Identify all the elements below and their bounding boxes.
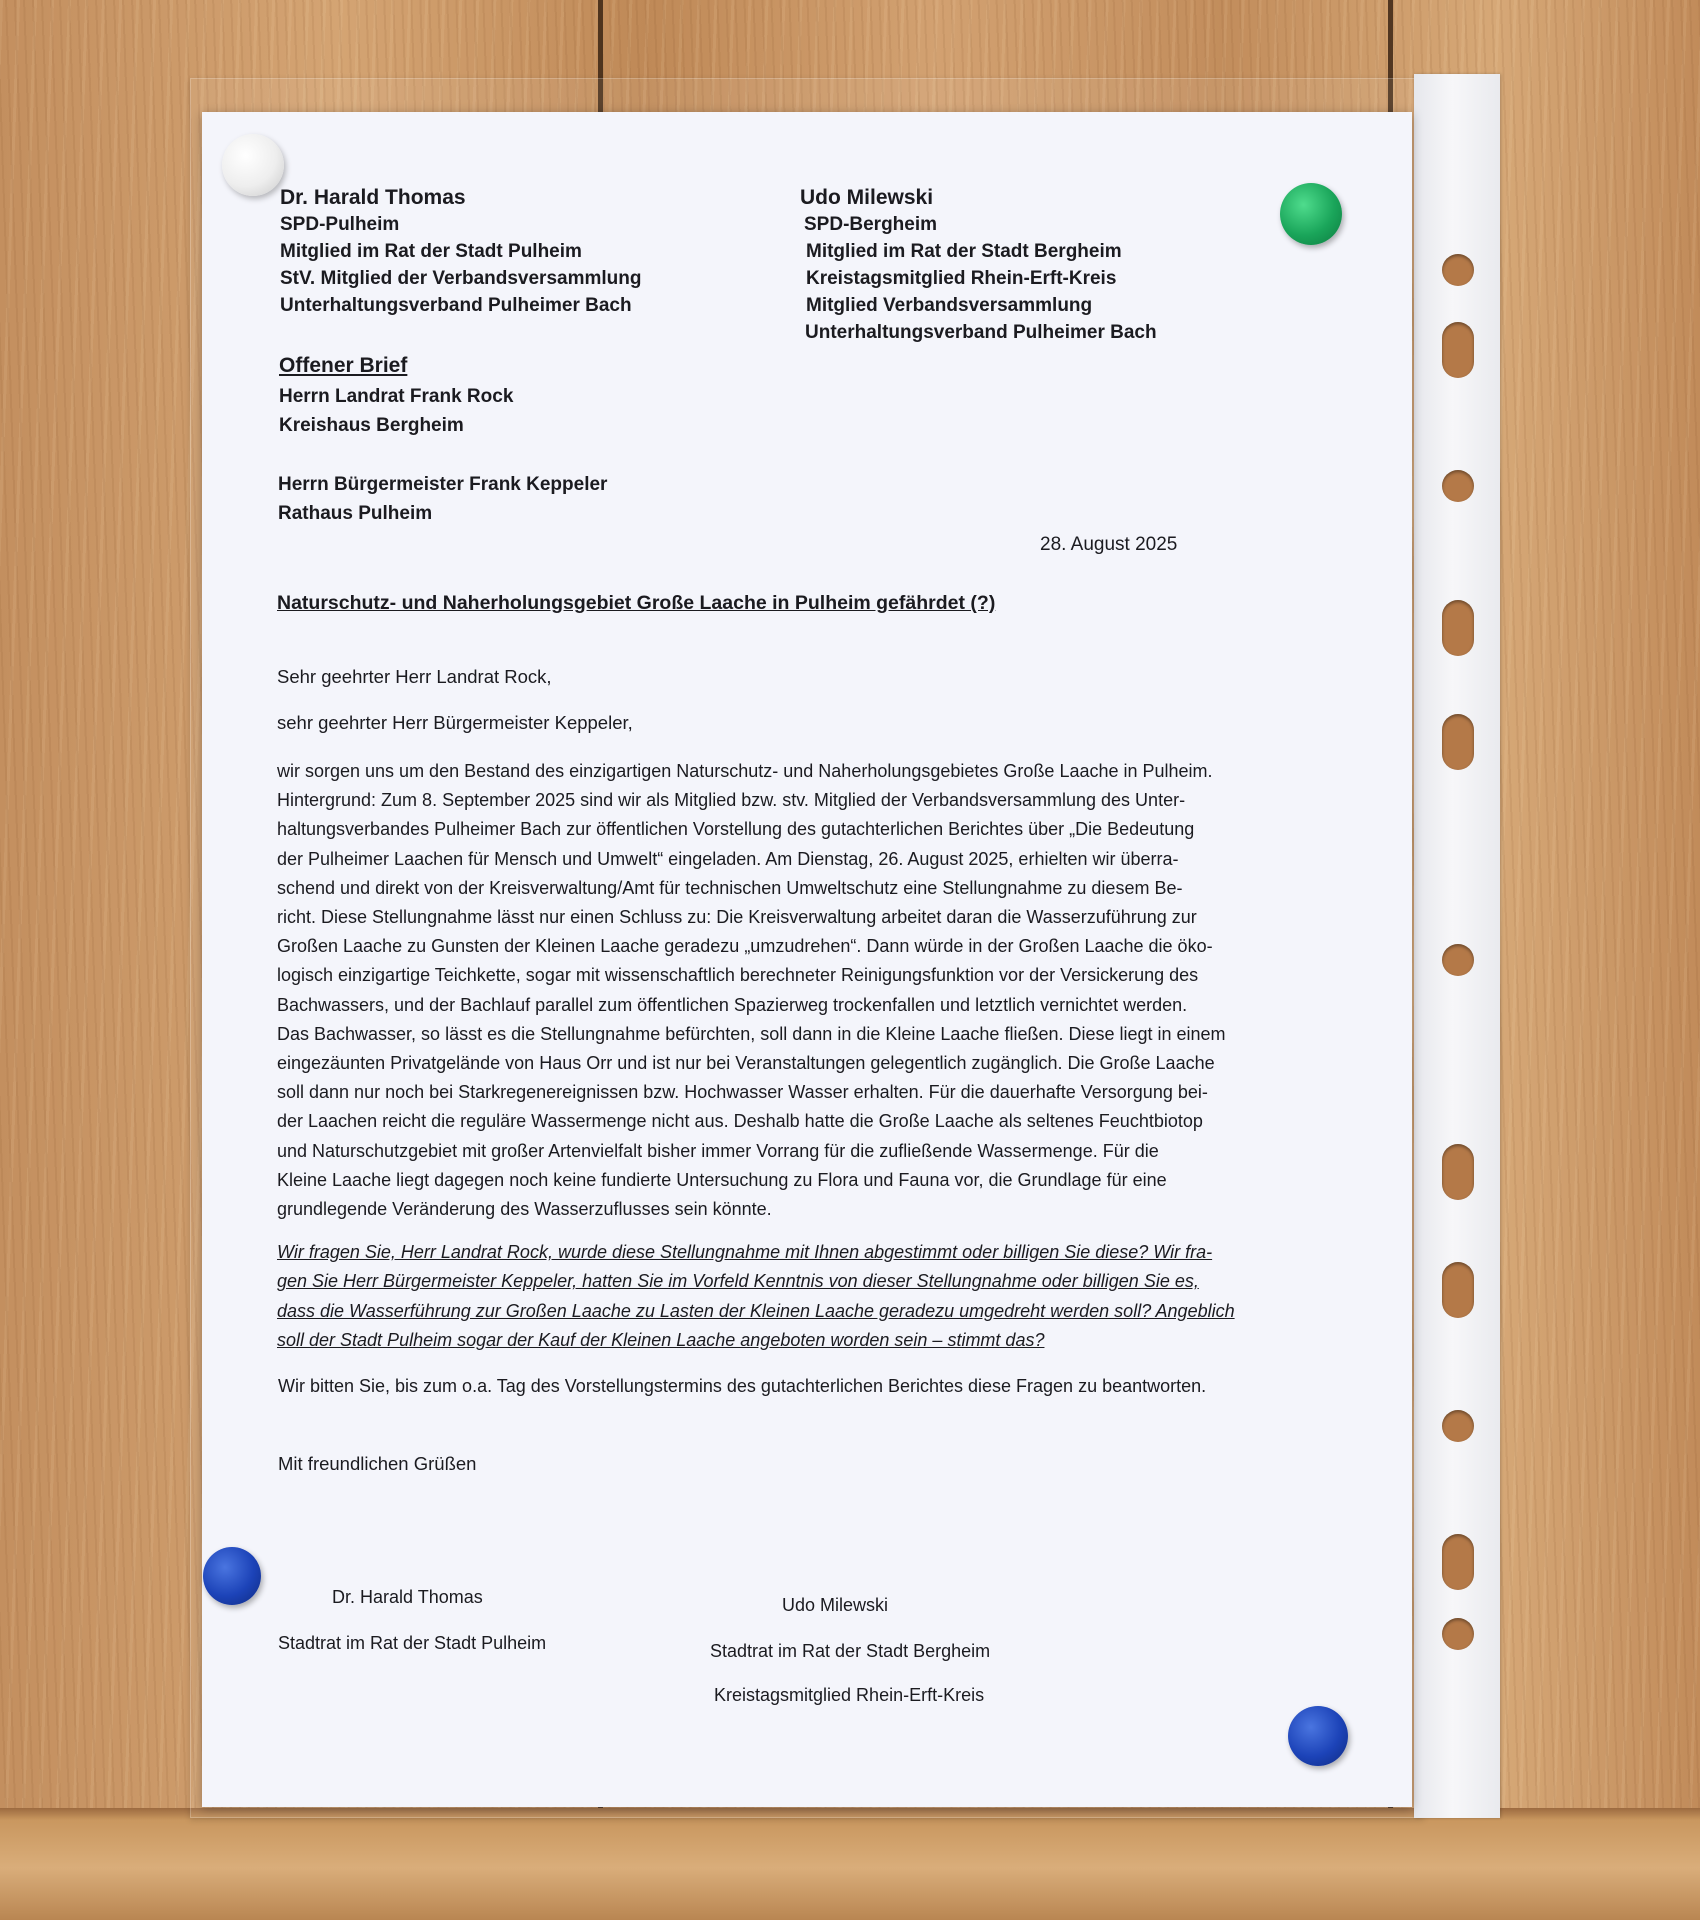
punch-hole	[1442, 322, 1474, 378]
body-line: grundlegende Veränderung des Wasserzuflusses sein könnte.	[277, 1199, 772, 1220]
sender-right-line: Mitglied Verbandsversammlung	[806, 295, 1093, 316]
sender-right-line: Kreistagsmitglied Rhein-Erft-Kreis	[806, 268, 1117, 289]
sender-left-line: Unterhaltungsverband Pulheimer Bach	[280, 295, 632, 316]
blue-push-pin	[1288, 1706, 1348, 1766]
punch-hole	[1442, 254, 1474, 286]
letter-body	[277, 757, 1226, 1224]
body-line: und Naturschutzgebiet mit großer Artenvielfalt bisher immer Vorrang für die zufließende Wassermenge. Für die	[277, 1140, 1159, 1161]
signature-left-name: Dr. Harald Thomas	[332, 1587, 483, 1607]
letter-closing: Mit freundlichen Grüßen	[278, 1453, 477, 1474]
body-line: soll dann nur noch bei Starkregenereignissen bzw. Hochwasser Wasser erhalten. Für die dauerhafte Versorgung bei-	[277, 1082, 1208, 1103]
letter-subject: Naturschutz- und Naherholungsgebiet Große Laache in Pulheim gefährdet (?)	[277, 592, 996, 614]
body-line: wir sorgen uns um den Bestand des einzigartigen Naturschutz- und Naherholungsgebietes Große Laache in Pulheim.	[277, 761, 1213, 781]
sender-right-line: SPD-Bergheim	[804, 214, 938, 235]
letter-type: Offener Brief	[279, 354, 408, 377]
sender-right-name: Udo Milewski	[800, 186, 934, 209]
punch-hole	[1442, 600, 1474, 656]
letter-questions	[277, 1238, 1235, 1356]
question-line: Wir fragen Sie, Herr Landrat Rock, wurde diese Stellungnahme mit Ihnen abgestimmt oder billigen Sie diese? Wir fra-	[277, 1242, 1213, 1262]
blue-push-pin	[203, 1547, 261, 1605]
body-line: logisch einzigartige Teichkette, sogar mit wissenschaftlich berechneter Reinigungsfunktion vor der Versickerung des	[277, 965, 1199, 986]
punch-hole	[1442, 1144, 1474, 1200]
body-line: eingezäunten Privatgelände von Haus Orr und ist nur bei Veranstaltungen gelegentlich zugänglich. Die Große Laache	[277, 1053, 1215, 1074]
body-line: Großen Laache zu Gunsten der Kleinen Laache geradezu „umzudrehen“. Dann würde in der Großen Laache die öko-	[277, 936, 1213, 957]
body-line: der Pulheimer Laachen für Mensch und Umwelt“ eingeladen. Am Dienstag, 26. August 2025, erhielten wir überra-	[277, 848, 1179, 869]
punch-hole	[1442, 714, 1474, 770]
body-line: richt. Diese Stellungnahme lässt nur einen Schluss zu: Die Kreisverwaltung arbeitet daran die Wasserzuführung zur	[277, 907, 1197, 928]
body-line: Hintergrund: Zum 8. September 2025 sind wir als Mitglied bzw. stv. Mitglied der Verbandsversammlung des Unter-	[277, 790, 1186, 811]
sender-left-line: SPD-Pulheim	[280, 214, 400, 235]
recipient-1	[279, 382, 513, 440]
salutation-2: sehr geehrter Herr Bürgermeister Keppeler,	[277, 712, 633, 733]
question-line: soll der Stadt Pulheim sogar der Kauf der Kleinen Laache angeboten worden sein – stimmt das?	[277, 1330, 1045, 1351]
body-line: haltungsverbandes Pulheimer Bach zur öffentlichen Vorstellung des gutachterlichen Berichtes über „Die Bedeutung	[277, 819, 1195, 840]
sender-left-line: Mitglied im Rat der Stadt Pulheim	[280, 241, 582, 262]
punch-hole	[1442, 1410, 1474, 1442]
sender-left	[280, 184, 641, 319]
question-line: dass die Wasserführung zur Großen Laache zu Lasten der Kleinen Laache geradezu umgedreht werden soll? Angeblich	[277, 1300, 1235, 1321]
salutation-1: Sehr geehrter Herr Landrat Rock,	[277, 666, 552, 687]
body-line: Kleine Laache liegt dagegen noch keine fundierte Untersuchung zu Flora und Fauna vor, die Grundlage für eine	[277, 1169, 1167, 1190]
signature-right-title-2: Kreistagsmitglied Rhein-Erft-Kreis	[714, 1685, 985, 1705]
recipient-2	[278, 470, 607, 528]
recipient-1-line: Herrn Landrat Frank Rock	[279, 386, 514, 407]
recipient-2-line: Herrn Bürgermeister Frank Keppeler	[278, 474, 608, 495]
board-bottom-rail	[0, 1808, 1700, 1920]
sender-right	[800, 184, 1157, 346]
sleeve-punch-strip	[1414, 74, 1500, 1818]
punch-hole	[1442, 1262, 1474, 1318]
green-push-pin	[1280, 183, 1342, 245]
body-line: Bachwassers, und der Bachlauf parallel zum öffentlichen Spazierweg trockenfallen und letztlich vernichtet werden.	[277, 994, 1188, 1015]
punch-hole	[1442, 470, 1474, 502]
sender-right-line: Unterhaltungsverband Pulheimer Bach	[805, 322, 1157, 343]
signature-left-title: Stadtrat im Rat der Stadt Pulheim	[278, 1633, 547, 1653]
question-line: gen Sie Herr Bürgermeister Keppeler, hatten Sie im Vorfeld Kenntnis von dieser Stellungnahme oder billigen Sie es,	[277, 1271, 1199, 1292]
recipient-1-line: Kreishaus Bergheim	[279, 415, 464, 436]
sender-left-name: Dr. Harald Thomas	[280, 186, 466, 209]
sender-right-line: Mitglied im Rat der Stadt Bergheim	[806, 241, 1122, 262]
punch-hole	[1442, 944, 1474, 976]
body-line: schend und direkt von der Kreisverwaltung/Amt für technischen Umweltschutz eine Stellungnahme zu diesem Be-	[277, 877, 1183, 898]
letter-date: 28. August 2025	[1040, 534, 1178, 555]
body-line: der Laachen reicht die reguläre Wassermenge nicht aus. Deshalb hatte die Große Laache als seltenes Feuchtbiotop	[277, 1111, 1203, 1132]
signature-right-title: Stadtrat im Rat der Stadt Bergheim	[710, 1641, 991, 1661]
signature-right-name: Udo Milewski	[782, 1595, 889, 1615]
sender-left-line: StV. Mitglied der Verbandsversammlung	[280, 268, 642, 289]
punch-hole	[1442, 1534, 1474, 1590]
recipient-2-line: Rathaus Pulheim	[278, 503, 433, 524]
white-push-pin	[222, 134, 284, 196]
body-line: Das Bachwasser, so lässt es die Stellungnahme befürchten, soll dann in die Kleine Laache fließen. Diese liegt in einem	[277, 1023, 1226, 1044]
letter-request: Wir bitten Sie, bis zum o.a. Tag des Vorstellungstermins des gutachterlichen Berichtes diese Fragen zu beantworten.	[278, 1376, 1207, 1396]
punch-hole	[1442, 1618, 1474, 1650]
